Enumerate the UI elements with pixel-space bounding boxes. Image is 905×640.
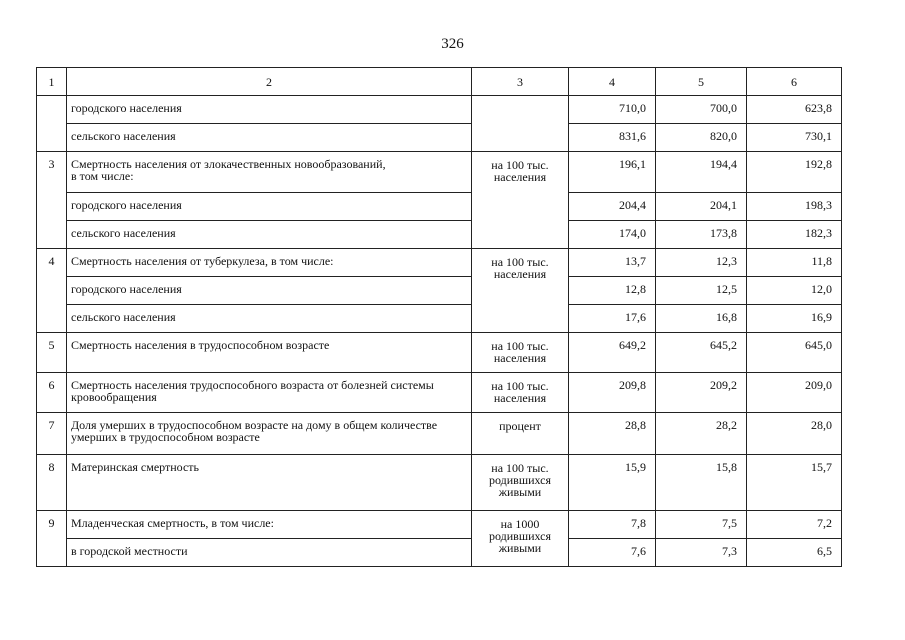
table-row — [37, 152, 842, 193]
unit-cell-text: процент — [499, 419, 541, 433]
value-cell-col4 — [569, 373, 656, 413]
row-number-cell — [37, 152, 67, 249]
indicator-name-cell-text: Смертность населения от туберкулеза, в том числе: — [71, 254, 334, 268]
unit-cell-text: на 100 тыс. населения — [491, 255, 549, 281]
indicator-name-cell-text: городского населения — [71, 198, 182, 212]
indicator-name-cell-text: в городской местности — [71, 544, 188, 558]
value-cell-col6-text: 209,0 — [805, 378, 832, 392]
value-cell-col4-text: 710,0 — [619, 101, 646, 115]
indicator-name-cell — [67, 305, 472, 333]
value-cell-col6-text: 730,1 — [805, 129, 832, 143]
row-number-cell-text: 7 — [48, 418, 55, 432]
value-cell-col6-text: 12,0 — [811, 282, 832, 296]
value-cell-col4-text: 174,0 — [619, 226, 646, 240]
value-cell-col5 — [656, 249, 747, 277]
value-cell-col4-text: 12,8 — [625, 282, 646, 296]
value-cell-col5-text: 28,2 — [716, 418, 737, 432]
value-cell-col4 — [569, 221, 656, 249]
value-cell-col4-text: 204,4 — [619, 198, 646, 212]
indicator-name-cell — [67, 373, 472, 413]
row-number-cell-text: 3 — [48, 157, 55, 171]
indicator-name-cell-text: Доля умерших в трудоспособном возрасте на дому в общем количестве умерших в трудоспособном возрасте — [71, 418, 438, 444]
indicator-name-cell-text: городского населения — [71, 101, 182, 115]
value-cell-col5-text: 15,8 — [716, 460, 737, 474]
indicator-name-cell — [67, 511, 472, 539]
value-cell-col5 — [656, 373, 747, 413]
value-cell-col5-text: 209,2 — [710, 378, 737, 392]
value-cell-col4-text: 209,8 — [619, 378, 646, 392]
value-cell-col6 — [747, 96, 842, 124]
value-cell-col5 — [656, 333, 747, 373]
value-cell-col5-text: 7,3 — [722, 544, 737, 558]
value-cell-col4-text: 17,6 — [625, 310, 646, 324]
value-cell-col6-text: 645,0 — [805, 338, 832, 352]
value-cell-col5-text: 7,5 — [722, 516, 737, 530]
value-cell-col4-text: 15,9 — [625, 460, 646, 474]
statistics-table — [36, 67, 842, 567]
value-cell-col4-text: 831,6 — [619, 129, 646, 143]
unit-cell — [472, 249, 569, 333]
value-cell-col4-text: 7,8 — [631, 516, 646, 530]
unit-cell-text: на 100 тыс. родившихся живыми — [488, 461, 551, 499]
value-cell-col5-text: 204,1 — [710, 198, 737, 212]
value-cell-col5-text: 820,0 — [710, 129, 737, 143]
unit-cell — [472, 96, 569, 152]
unit-cell — [472, 373, 569, 413]
unit-cell-text: на 100 тыс. населения — [491, 339, 549, 365]
value-cell-col6-text: 182,3 — [805, 226, 832, 240]
value-cell-col6-text: 192,8 — [805, 157, 832, 171]
row-number-cell-text — [37, 96, 66, 102]
indicator-name-cell — [67, 96, 472, 124]
value-cell-col6 — [747, 333, 842, 373]
value-cell-col5 — [656, 455, 747, 511]
indicator-name-cell-text: сельского населения — [71, 129, 176, 143]
indicator-name-cell — [67, 193, 472, 221]
value-cell-col4-text: 649,2 — [619, 338, 646, 352]
value-cell-col6 — [747, 373, 842, 413]
value-cell-col5 — [656, 413, 747, 455]
table-row — [37, 124, 842, 152]
page-number: 326 — [441, 36, 464, 52]
row-number-cell — [37, 249, 67, 333]
indicator-name-cell — [67, 124, 472, 152]
table-row — [37, 413, 842, 455]
unit-cell — [472, 152, 569, 249]
value-cell-col6 — [747, 277, 842, 305]
row-number-cell — [37, 413, 67, 455]
value-cell-col6-text: 11,8 — [811, 254, 832, 268]
unit-cell-text: на 100 тыс. населения — [491, 158, 549, 184]
value-cell-col4-text: 196,1 — [619, 157, 646, 171]
value-cell-col5-text: 700,0 — [710, 101, 737, 115]
column-header-5: 5 — [656, 68, 747, 96]
value-cell-col5 — [656, 539, 747, 567]
value-cell-col6 — [747, 539, 842, 567]
value-cell-col6-text: 7,2 — [817, 516, 832, 530]
value-cell-col6 — [747, 152, 842, 193]
row-number-cell — [37, 333, 67, 373]
value-cell-col6-text: 16,9 — [811, 310, 832, 324]
indicator-name-cell-text: Смертность населения трудоспособного возраста от болезней системы кровообращения — [71, 378, 434, 404]
table-row — [37, 277, 842, 305]
indicator-name-cell-text: Смертность населения в трудоспособном возрасте — [71, 338, 330, 352]
value-cell-col4 — [569, 305, 656, 333]
row-number-cell-text: 6 — [48, 378, 55, 392]
value-cell-col6 — [747, 221, 842, 249]
indicator-name-cell — [67, 333, 472, 373]
value-cell-col4 — [569, 277, 656, 305]
value-cell-col5-text: 173,8 — [710, 226, 737, 240]
table-body — [37, 68, 842, 567]
value-cell-col4 — [569, 152, 656, 193]
value-cell-col6 — [747, 193, 842, 221]
column-header-6: 6 — [747, 68, 842, 96]
row-number-cell — [37, 96, 67, 152]
value-cell-col5 — [656, 96, 747, 124]
value-cell-col4 — [569, 124, 656, 152]
row-number-cell-text: 4 — [48, 254, 55, 268]
row-number-cell-text: 8 — [48, 460, 55, 474]
table-row — [37, 193, 842, 221]
value-cell-col6 — [747, 305, 842, 333]
value-cell-col5 — [656, 277, 747, 305]
table-row — [37, 249, 842, 277]
value-cell-col6 — [747, 455, 842, 511]
value-cell-col5 — [656, 124, 747, 152]
unit-cell-text: на 1000 родившихся живыми — [488, 517, 551, 555]
value-cell-col5-text: 16,8 — [716, 310, 737, 324]
table-row — [37, 373, 842, 413]
indicator-name-cell — [67, 539, 472, 567]
unit-cell-text — [472, 96, 568, 103]
table-row — [37, 333, 842, 373]
column-header-1: 1 — [37, 68, 67, 96]
value-cell-col4-text: 28,8 — [625, 418, 646, 432]
indicator-name-cell-text: сельского населения — [71, 310, 176, 324]
value-cell-col4 — [569, 413, 656, 455]
value-cell-col4-text: 13,7 — [625, 254, 646, 268]
value-cell-col5-text: 194,4 — [710, 157, 737, 171]
indicator-name-cell-text: городского населения — [71, 282, 182, 296]
value-cell-col6-text: 6,5 — [817, 544, 832, 558]
row-number-cell — [37, 373, 67, 413]
value-cell-col4 — [569, 333, 656, 373]
value-cell-col5 — [656, 305, 747, 333]
value-cell-col4-text: 7,6 — [631, 544, 646, 558]
table-row — [37, 96, 842, 124]
unit-cell — [472, 413, 569, 455]
indicator-name-cell — [67, 277, 472, 305]
value-cell-col4 — [569, 539, 656, 567]
value-cell-col6-text: 198,3 — [805, 198, 832, 212]
row-number-cell-text: 5 — [48, 338, 55, 352]
indicator-name-cell-text: Младенческая смертность, в том числе: — [71, 516, 274, 530]
value-cell-col5-text: 12,5 — [716, 282, 737, 296]
value-cell-col5-text: 645,2 — [710, 338, 737, 352]
unit-cell — [472, 333, 569, 373]
column-header-3: 3 — [472, 68, 569, 96]
value-cell-col4 — [569, 249, 656, 277]
row-number-cell — [37, 455, 67, 511]
value-cell-col4 — [569, 193, 656, 221]
value-cell-col5-text: 12,3 — [716, 254, 737, 268]
unit-cell — [472, 511, 569, 567]
value-cell-col5 — [656, 221, 747, 249]
column-header-2: 2 — [67, 68, 472, 96]
table-row — [37, 221, 842, 249]
indicator-name-cell — [67, 455, 472, 511]
value-cell-col5 — [656, 193, 747, 221]
row-number-cell — [37, 511, 67, 567]
value-cell-col6-text: 623,8 — [805, 101, 832, 115]
indicator-name-cell — [67, 221, 472, 249]
indicator-name-cell-text: Материнская смертность — [71, 460, 200, 474]
table-row — [37, 305, 842, 333]
column-header-4: 4 — [569, 68, 656, 96]
unit-cell — [472, 455, 569, 511]
unit-cell-text: на 100 тыс. населения — [491, 379, 549, 405]
table-header-row — [37, 68, 842, 96]
table-row — [37, 539, 842, 567]
value-cell-col4 — [569, 511, 656, 539]
value-cell-col6 — [747, 249, 842, 277]
value-cell-col6-text: 15,7 — [811, 460, 832, 474]
value-cell-col6 — [747, 511, 842, 539]
table-row — [37, 455, 842, 511]
value-cell-col4 — [569, 96, 656, 124]
value-cell-col5 — [656, 152, 747, 193]
value-cell-col6-text: 28,0 — [811, 418, 832, 432]
value-cell-col6 — [747, 413, 842, 455]
indicator-name-cell-text: Смертность населения от злокачественных новообразований, в том числе: — [71, 157, 386, 183]
row-number-cell-text: 9 — [48, 516, 55, 530]
table-row — [37, 511, 842, 539]
indicator-name-cell — [67, 152, 472, 193]
value-cell-col4 — [569, 455, 656, 511]
value-cell-col5 — [656, 511, 747, 539]
indicator-name-cell — [67, 249, 472, 277]
indicator-name-cell — [67, 413, 472, 455]
value-cell-col6 — [747, 124, 842, 152]
indicator-name-cell-text: сельского населения — [71, 226, 176, 240]
